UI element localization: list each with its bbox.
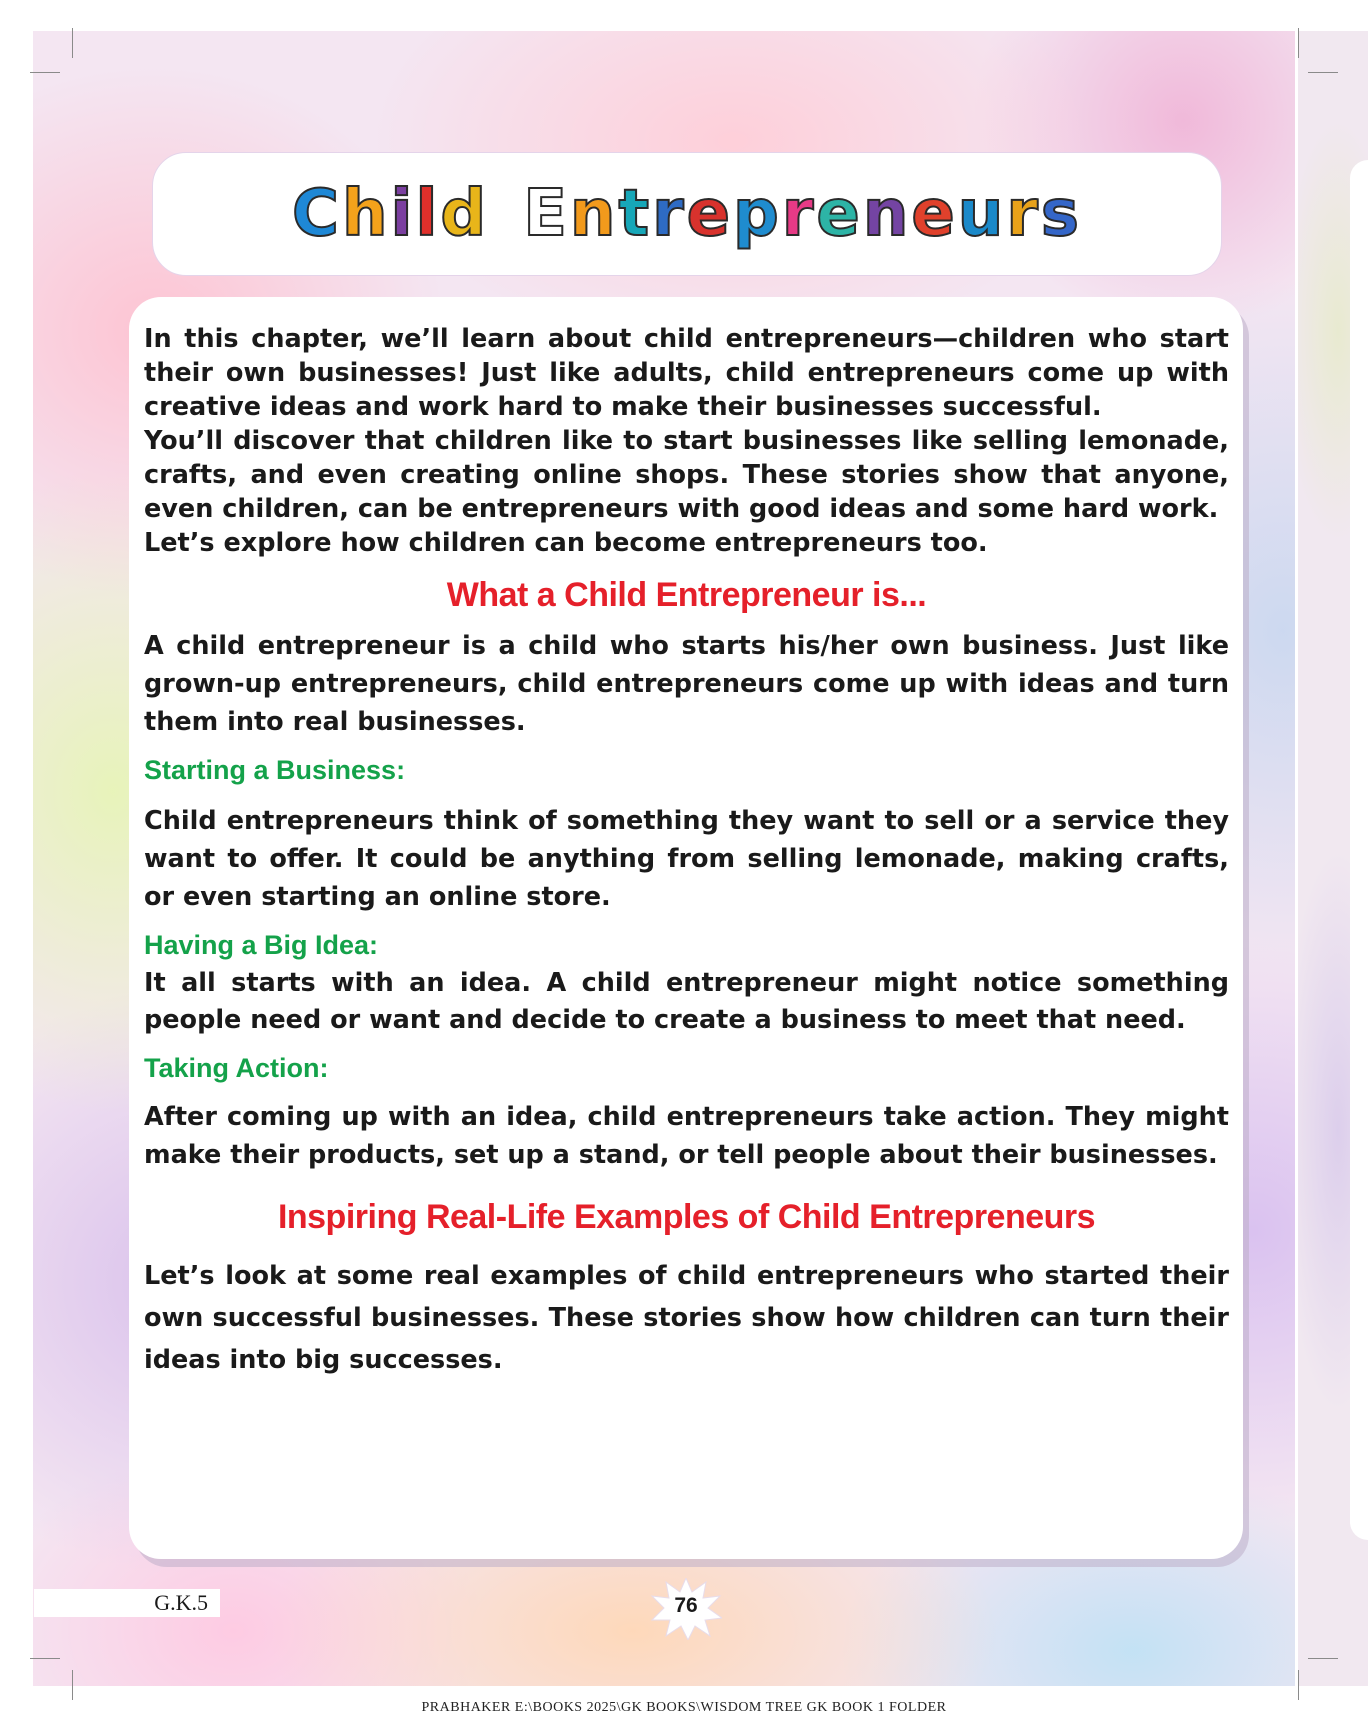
crop-mark — [72, 28, 73, 58]
section-what-is-text: A child entrepreneur is a child who starts his/her own business. Just like grown-up entrepreneurs, child entrepreneurs come up with ideas and turn them into real businesses. — [144, 631, 1229, 737]
taking-action-text: After coming up with an idea, child entrepreneurs take action. They might make their products, set up a stand, or tell people about their businesses. — [144, 1102, 1229, 1170]
print-path-footer: PRABHAKER E:\BOOKS 2025\GK BOOKS\WISDOM TREE GK BOOK 1 FOLDER — [421, 1700, 947, 1715]
crop-mark — [1298, 28, 1299, 58]
subheading-starting-business: Starting a Business: — [144, 755, 406, 785]
title-letter: s — [1040, 177, 1083, 251]
page-title — [292, 177, 1082, 251]
section-heading-examples: Inspiring Real-Life Examples of Child Entrepreneurs — [277, 1198, 1096, 1236]
title-banner — [152, 152, 1222, 276]
title-letter: u — [957, 177, 1007, 251]
title-letter: d — [440, 177, 490, 251]
title-letter: C — [291, 177, 342, 251]
title-letter: E — [523, 177, 570, 251]
title-letter: i — [390, 177, 416, 251]
big-idea-text: It all starts with an idea. A child entrepreneur might notice something people need or want and decide to create a business to meet that need. — [144, 968, 1229, 1035]
title-letter: r — [652, 177, 687, 251]
crop-mark — [30, 72, 60, 73]
title-letter: p — [733, 177, 782, 251]
section-heading-what-is: What a Child Entrepreneur is... — [446, 576, 927, 614]
title-space — [489, 177, 523, 251]
crop-mark — [1308, 1658, 1338, 1659]
starting-business-text: Child entrepreneurs think of something they want to sell or a service they want to offer. It could be anything from selling lemonade, making crafts, or even starting an online store. — [144, 806, 1229, 912]
crop-mark — [72, 1670, 73, 1700]
intro-paragraph-2: You’ll discover that children like to start businesses like selling lemonade, crafts, and even creating online shops. These stories show that anyone, even children, can be entrepreneurs with good ideas and some hard work. — [144, 426, 1229, 524]
subheading-big-idea: Having a Big Idea: — [144, 930, 379, 960]
title-letter: l — [415, 177, 441, 251]
title-letter: r — [781, 177, 817, 251]
intro-paragraph-1: In this chapter, we’ll learn about child entrepreneurs—children who start their own businesses! Just like adults, child entrepreneurs come up with creative ideas and work hard to make their businesses successful. — [144, 324, 1229, 422]
title-letter: h — [341, 177, 391, 251]
section-examples-text: Let’s look at some real examples of child entrepreneurs who started their own successful businesses. These stories show how children can turn their ideas into big successes. — [144, 1261, 1229, 1375]
title-letter: t — [618, 177, 653, 251]
adjacent-page-card — [1350, 160, 1368, 1540]
title-letter: e — [686, 177, 734, 251]
chapter-content — [144, 322, 1229, 1381]
title-letter: e — [816, 177, 863, 251]
title-letter: r — [1006, 177, 1041, 251]
crop-mark — [30, 1658, 60, 1659]
intro-paragraph-3: Let’s explore how children can become entrepreneurs too. — [144, 528, 988, 558]
crop-mark — [1308, 72, 1338, 73]
book-label: G.K.5 — [34, 1589, 220, 1617]
title-letter: n — [569, 177, 619, 251]
title-letter: e — [911, 177, 958, 251]
crop-mark — [1298, 1670, 1299, 1700]
subheading-taking-action: Taking Action: — [144, 1053, 329, 1083]
title-letter: n — [862, 177, 912, 251]
page-number: 76 — [674, 1594, 698, 1617]
